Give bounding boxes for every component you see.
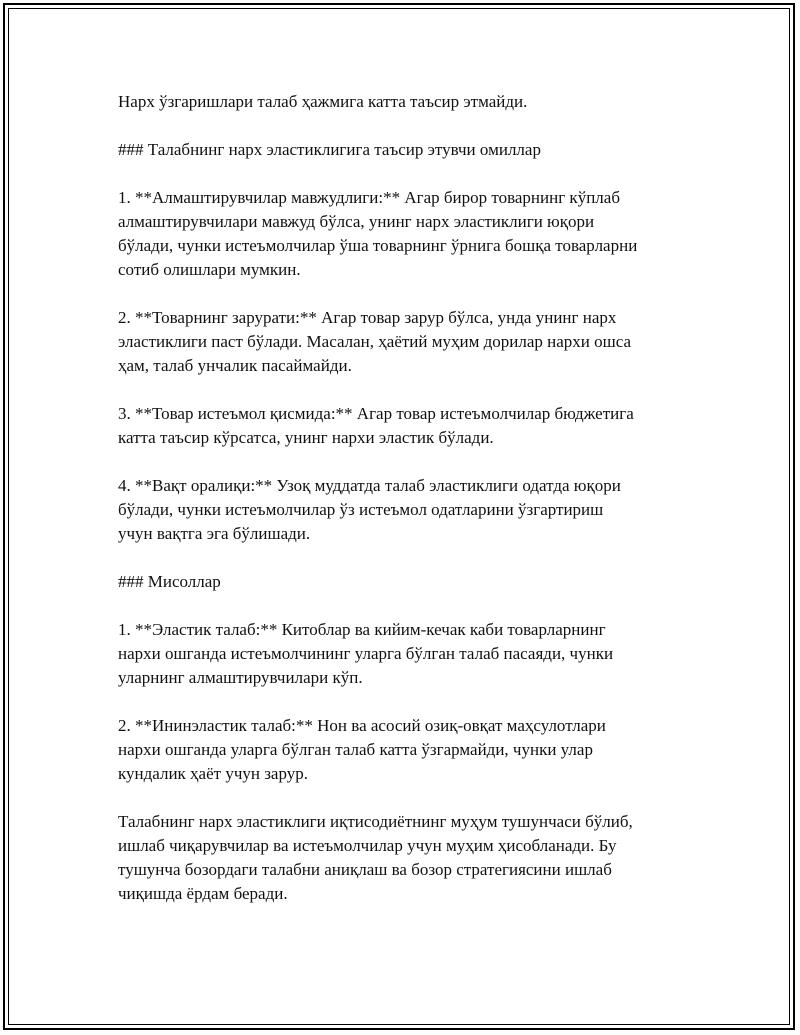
list-item-necessity: 2. **Товарнинг зарурати:** Агар товар зарур бўлса, унда унинг нарх эластиклиги паст бўлади. Масалан, ҳаётий муҳим дорилар нархи ошса ҳам, талаб унчалик пасаймайди. xyxy=(118,308,632,375)
intro-paragraph: Нарх ўзгаришлари талаб ҳажмига катта таъсир этмайди. xyxy=(118,92,528,111)
section-heading-factors: ### Талабнинг нарх эластиклигига таъсир этувчи омиллар xyxy=(118,140,541,159)
list-item-inelastic-demand: 2. **Ининэластик талаб:** Нон ва асосий озиқ-овқат маҳсулотлари нархи ошганда уларга бўлган талаб катта ўзгармайди, чунки улар кундалик ҳаёт учун зарур. xyxy=(118,716,606,783)
conclusion-paragraph: Талабнинг нарх эластиклиги иқтисодиётнинг муҳум тушунчаси бўлиб, ишлаб чиқарувчилар ва истеъмолчилар учун муҳим ҳисобланади. Бу тушунча бозордаги талабни аниқлаш ва бозор стратегиясини ишлаб чиқишда ёрдам беради. xyxy=(118,812,633,903)
document-body xyxy=(118,90,698,930)
list-item-elastic-demand: 1. **Эластик талаб:** Китоблар ва кийим-кечак каби товарларнинг нархи ошганда истеъмолчининг уларга бўлган талаб пасаяди, чунки уларнинг алмаштирувчилари кўп. xyxy=(118,620,614,687)
list-item-substitutes: 1. **Алмаштирувчилар мавжудлиги:** Агар бирор товарнинг кўплаб алмаштирувчилари мавжуд бўлса, унинг нарх эластиклиги юқори бўлади, чунки истеъмолчилар ўша товарнинг ўрнига бошқа товарларни сотиб олишлари мумкин. xyxy=(118,188,638,279)
section-heading-examples: ### Мисоллар xyxy=(118,572,221,591)
list-item-time-period: 4. **Вақт оралиқи:** Узоқ муддатда талаб эластиклиги одатда юқори бўлади, чунки истеъмолчилар ўз истеъмол одатларини ўзгартириш учун вақтга эга бўлишади. xyxy=(118,476,621,543)
list-item-budget-share: 3. **Товар истеъмол қисмида:** Агар товар истеъмолчилар бюджетига катта таъсир кўрсатса, унинг нархи эластик бўлади. xyxy=(118,404,634,447)
